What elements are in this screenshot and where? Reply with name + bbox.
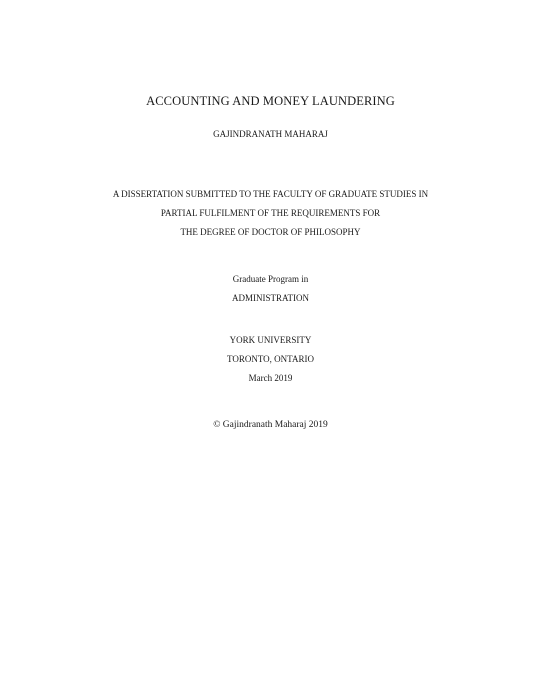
- dissertation-statement-line-1: A DISSERTATION SUBMITTED TO THE FACULTY OF GRADUATE STUDIES IN: [112, 189, 429, 199]
- document-title: ACCOUNTING AND MONEY LAUNDERING: [146, 94, 395, 108]
- copyright-notice: © Gajindranath Maharaj 2019: [213, 420, 328, 430]
- institution-line-location: TORONTO, ONTARIO: [227, 354, 314, 364]
- institution-line-date: March 2019: [248, 373, 293, 383]
- dissertation-statement-line-3: THE DEGREE OF DOCTOR OF PHILOSOPHY: [180, 227, 361, 237]
- program-line-1: Graduate Program in: [232, 274, 309, 284]
- author-name: GAJINDRANATH MAHARAJ: [213, 129, 328, 139]
- dissertation-statement-line-2: PARTIAL FULFILMENT OF THE REQUIREMENTS FOR: [160, 208, 381, 218]
- institution-line-university: YORK UNIVERSITY: [229, 335, 312, 345]
- program-line-2: ADMINISTRATION: [232, 293, 309, 303]
